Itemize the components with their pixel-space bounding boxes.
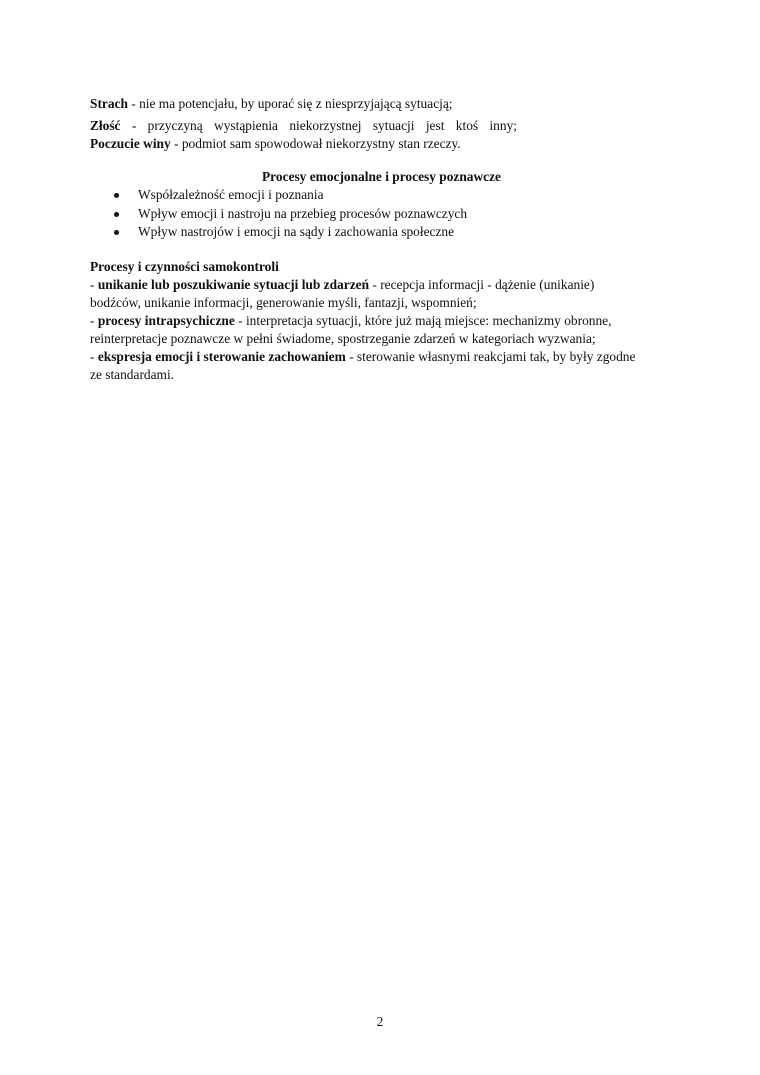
item-text: - recepcja informacji - dążenie (unikanie)	[369, 277, 595, 292]
definition-word: -	[131, 118, 137, 133]
list-item	[90, 223, 467, 242]
list-item-text: Wpływ nastrojów i emocji na sądy i zachowania społeczne	[138, 224, 455, 239]
definition-word: sytuacji	[372, 118, 415, 133]
paragraph-line: reinterpretacje poznawcze w pełni świadome, spostrzeganie zdarzeń w kategoriach wyzwania;	[90, 331, 596, 346]
dash: -	[90, 349, 98, 364]
bullet-list	[90, 186, 467, 242]
definition-word: wystąpienia	[214, 118, 278, 133]
item-term: unikanie lub poszukiwanie sytuacji lub zdarzeń	[97, 277, 370, 292]
definition-term: Poczucie winy	[90, 136, 171, 151]
definition-word: jest	[425, 118, 445, 133]
definition-word: ktoś	[455, 118, 479, 133]
justified-line	[90, 117, 517, 135]
definition-poczucie-winy	[90, 135, 680, 153]
section-heading: Procesy emocjonalne i procesy poznawcze	[262, 169, 501, 184]
list-item	[90, 205, 467, 224]
dash: -	[90, 313, 98, 328]
item-text: - interpretacja sytuacji, które już mają miejsce: mechanizmy obronne,	[234, 313, 612, 328]
list-item-text: Współzależność emocji i poznania	[138, 187, 324, 202]
paragraph-line	[90, 348, 680, 366]
dash: -	[90, 277, 98, 292]
definition-word: przyczyną	[147, 118, 203, 133]
list-item-text: Wpływ emocji i nastroju na przebieg procesów poznawczych	[138, 205, 468, 221]
definition-text: - podmiot sam spowodował niekorzystny stan rzeczy.	[170, 136, 461, 151]
list-item	[90, 186, 467, 205]
definition-word: inny;	[489, 118, 517, 133]
paragraph-line	[90, 312, 680, 330]
bullet-icon	[114, 212, 119, 217]
definition-term: Strach	[90, 96, 128, 111]
definition-term: Złość	[90, 118, 121, 133]
item-term: procesy intrapsychiczne	[97, 313, 235, 328]
item-term: ekspresja emocji i sterowanie zachowaniem	[97, 349, 346, 364]
paragraph-line: bodźców, unikanie informacji, generowanie myśli, fantazji, wspomnień;	[90, 295, 477, 310]
definition-text: - nie ma potencjału, by uporać się z niesprzyjającą sytuacją;	[127, 96, 453, 111]
item-text: - sterowanie własnymi reakcjami tak, by były zgodne	[345, 349, 636, 364]
definition-strach	[90, 95, 680, 113]
page-number: 2	[376, 1014, 384, 1029]
definition-word: niekorzystnej	[289, 118, 362, 133]
bullet-icon	[114, 230, 119, 235]
definition-zlosc	[90, 117, 680, 135]
section-heading: Procesy i czynności samokontroli	[90, 259, 279, 274]
paragraph-line	[90, 276, 680, 294]
paragraph-line: ze standardami.	[90, 367, 175, 382]
bullet-icon	[114, 193, 119, 198]
